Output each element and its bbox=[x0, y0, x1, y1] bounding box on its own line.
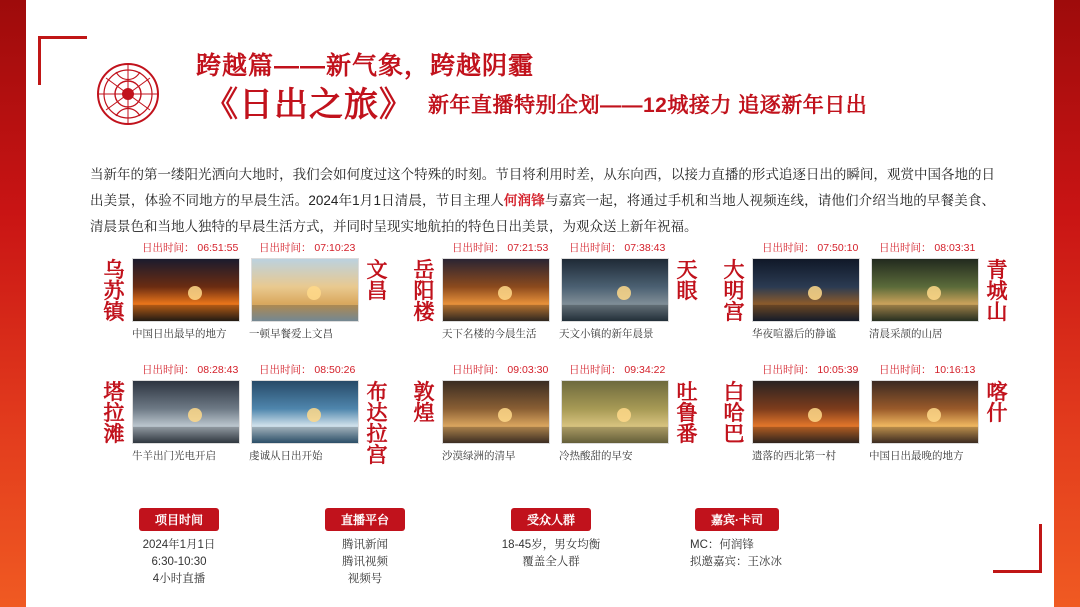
footer-lines bbox=[644, 537, 830, 571]
city-card[interactable] bbox=[551, 362, 706, 478]
sunrise-time: 日出时间： 07:10:23 bbox=[259, 242, 356, 254]
sunrise-time: 日出时间： 06:51:55 bbox=[142, 242, 239, 254]
sunrise-time: 日出时间： 08:50:26 bbox=[259, 364, 356, 376]
footer-line: MC：何润锋 bbox=[690, 539, 754, 551]
mountain-dawn-image bbox=[871, 258, 979, 322]
city-name: 天 眼 bbox=[676, 259, 698, 303]
city-card[interactable] bbox=[706, 362, 861, 478]
sunrise-time: 日出时间： 08:28:43 bbox=[142, 364, 239, 376]
intro-part1: 当新年的第一缕阳光洒向大地时，我们会如何度过这个特殊的时刻。节目将利用时差，从东向西，以接力直播的形式追逐日出的瞬间，观赏中国各地的日出美景，体验不同地方的早晨生活。2024年1月1日清晨，节目主理人 bbox=[90, 167, 995, 208]
city-card[interactable] bbox=[861, 362, 1016, 478]
sunrise-time: 日出时间： 07:38:43 bbox=[569, 242, 666, 254]
city-row-1 bbox=[86, 240, 1016, 356]
footer-line: 6:30-10:30 bbox=[151, 556, 207, 568]
intro-part2: 与嘉宾一起，将通过手机和当地人视频连线，请他们介绍当地的早餐美食、清晨景色和当地人独特的早晨生活方式，并同时呈现实地航拍的特色日出美景，为观众送上新年祝福。 bbox=[90, 193, 995, 234]
footer-lines bbox=[458, 537, 644, 571]
footer-line: 覆盖全人群 bbox=[522, 556, 580, 568]
city-caption: 冷热酸甜的早安 bbox=[559, 450, 633, 462]
footer-tag: 直播平台 bbox=[325, 508, 405, 531]
city-caption: 沙漠绿洲的清早 bbox=[442, 450, 516, 462]
decor-left-bar bbox=[0, 0, 26, 607]
footer-tag: 受众人群 bbox=[511, 508, 591, 531]
city-name: 喀 什 bbox=[986, 381, 1008, 425]
footer-tag: 嘉宾·卡司 bbox=[695, 508, 779, 531]
sunrise-time: 日出时间： 10:05:39 bbox=[762, 364, 859, 376]
footer-line: 腾讯新闻 bbox=[342, 539, 388, 551]
city-card[interactable] bbox=[396, 362, 551, 478]
sunrise-time: 日出时间： 07:50:10 bbox=[762, 242, 859, 254]
city-caption: 遗落的西北第一村 bbox=[752, 450, 836, 462]
city-card[interactable] bbox=[861, 240, 1016, 356]
desert-dunes-image bbox=[442, 380, 550, 444]
sunrise-sea-dark-image bbox=[132, 258, 240, 322]
page-title-line1: 跨越篇——新气象，跨越阴霾 bbox=[196, 52, 535, 80]
footer-line: 2024年1月1日 bbox=[142, 539, 216, 551]
city-name: 岳 阳 楼 bbox=[413, 259, 435, 324]
page-title-sub: 新年直播特别企划——12城接力 追逐新年日出 bbox=[428, 94, 868, 117]
city-card[interactable] bbox=[396, 240, 551, 356]
city-caption: 天下名楼的今晨生活 bbox=[442, 328, 537, 340]
city-caption: 一顿早餐爱上文昌 bbox=[249, 328, 333, 340]
village-autumn-image bbox=[752, 380, 860, 444]
footer-line: 视频号 bbox=[347, 573, 383, 585]
slide-stage bbox=[26, 0, 1054, 607]
footer-line: 4小时直播 bbox=[152, 573, 206, 585]
city-caption: 虔诚从日出开始 bbox=[249, 450, 323, 462]
city-name: 布 达 拉 宫 bbox=[366, 381, 388, 467]
intro-paragraph bbox=[90, 162, 995, 240]
city-name: 塔 拉 滩 bbox=[103, 381, 125, 446]
city-caption: 中国日出最晚的地方 bbox=[869, 450, 964, 462]
decor-right-bar bbox=[1054, 0, 1080, 607]
sunrise-time: 日出时间： 07:21:53 bbox=[452, 242, 549, 254]
footer-tag: 项目时间 bbox=[139, 508, 219, 531]
city-card[interactable] bbox=[86, 362, 241, 478]
city-caption: 中国日出最早的地方 bbox=[132, 328, 227, 340]
solar-field-image bbox=[132, 380, 240, 444]
city-card[interactable] bbox=[706, 240, 861, 356]
header bbox=[66, 42, 1016, 152]
palace-night-image bbox=[752, 258, 860, 322]
city-card[interactable] bbox=[551, 240, 706, 356]
vineyard-desert-image bbox=[561, 380, 669, 444]
footer-info bbox=[86, 508, 1016, 588]
footer-block bbox=[644, 508, 830, 588]
sunrise-time: 日出时间： 09:03:30 bbox=[452, 364, 549, 376]
city-card[interactable] bbox=[86, 240, 241, 356]
intro-highlight: 何润锋 bbox=[503, 193, 545, 208]
footer-lines bbox=[86, 537, 272, 588]
page-title-main: 《日出之旅》 bbox=[204, 86, 414, 124]
footer-line: 腾讯视频 bbox=[342, 556, 388, 568]
old-city-sunrise-image bbox=[871, 380, 979, 444]
telescope-dish-image bbox=[561, 258, 669, 322]
city-name: 敦 煌 bbox=[413, 381, 435, 425]
city-row-2 bbox=[86, 362, 1016, 478]
sunrise-lake-tower-image bbox=[442, 258, 550, 322]
potala-palace-image bbox=[251, 380, 359, 444]
footer-line: 拟邀嘉宾：王冰冰 bbox=[690, 556, 782, 568]
city-caption: 牛羊出门光电开启 bbox=[132, 450, 216, 462]
red-seal-icon bbox=[86, 48, 170, 140]
sunrise-time: 日出时间： 09:34:22 bbox=[569, 364, 666, 376]
footer-block bbox=[86, 508, 272, 588]
city-caption: 清晨采颉的山居 bbox=[869, 328, 943, 340]
sunrise-time: 日出时间： 08:03:31 bbox=[879, 242, 976, 254]
footer-line: 18-45岁，男女均衡 bbox=[501, 539, 601, 551]
sunrise-beach-calm-image bbox=[251, 258, 359, 322]
footer-block bbox=[272, 508, 458, 588]
city-card[interactable] bbox=[241, 240, 396, 356]
city-name: 文 昌 bbox=[366, 259, 388, 303]
city-name: 青 城 山 bbox=[986, 259, 1008, 324]
footer-block bbox=[458, 508, 644, 588]
city-name: 乌 苏 镇 bbox=[103, 259, 125, 324]
city-caption: 华夜喧嚣后的静谧 bbox=[752, 328, 836, 340]
city-name: 白 哈 巴 bbox=[723, 381, 745, 446]
city-caption: 天文小镇的新年晨景 bbox=[559, 328, 654, 340]
footer-lines bbox=[272, 537, 458, 588]
city-name: 大 明 宫 bbox=[723, 259, 745, 324]
city-card[interactable] bbox=[241, 362, 396, 478]
city-name: 吐 鲁 番 bbox=[676, 381, 698, 446]
sunrise-time: 日出时间： 10:16:13 bbox=[879, 364, 976, 376]
